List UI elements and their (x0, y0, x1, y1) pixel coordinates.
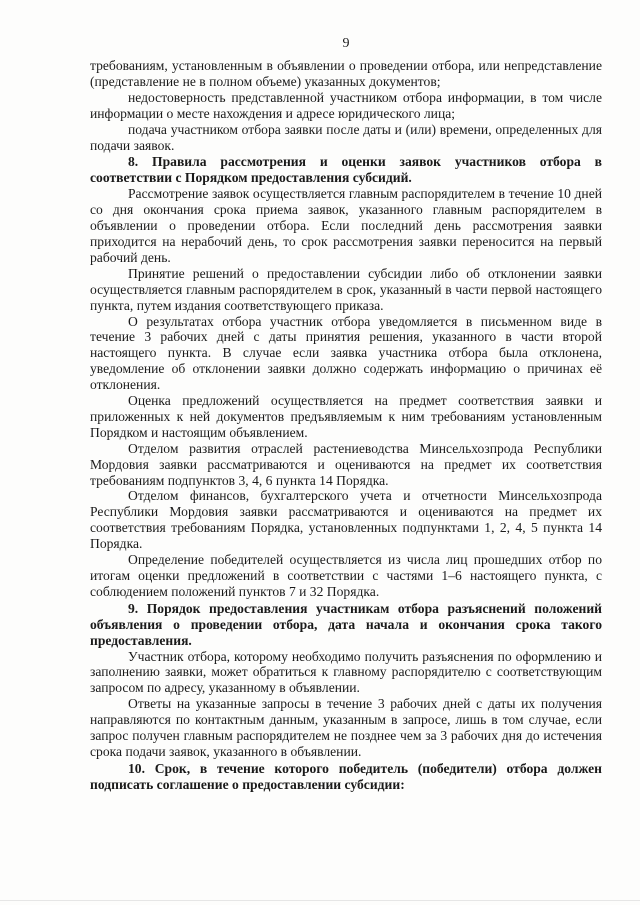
paragraph: Определение победителей осуществляется из числа лиц прошедших отбор по итогам оценки предложений в соответствии с частями 1–6 настоящего пункта, с соблюдением положений пунктов 7 и 32 Порядка. (90, 552, 602, 599)
page-number: 9 (342, 36, 350, 51)
paragraph: Принятие решений о предоставлении субсидии либо об отклонении заявки осуществляется главным распорядителем в срок, указанный в части первой настоящего пункта, путем издания соответствующего приказа. (90, 265, 602, 313)
paragraph: О результатах отбора участник отбора уведомляется в письменном виде в течение 3 рабочих дней с даты принятия решения, указанного в части второй настоящего пункта. В случае если заявка участника отбора была отклонена, уведомление об отклонении заявки должно содержать информацию о причинах её отклонения. (90, 313, 602, 393)
paragraph: Отделом развития отраслей растениеводства Минсельхозпрода Республики Мордовия заявки рассматриваются и оцениваются на предмет их соответствия требованиям подпунктов 3, 4, 6 пункта 14 Порядка. (90, 440, 602, 488)
paragraph: недостоверность представленной участником отбора информации, в том числе информации о месте нахождения и адресе юридического лица; (90, 89, 602, 121)
paragraph: подача участником отбора заявки после даты и (или) времени, определенных для подачи заявок. (90, 121, 602, 153)
paragraph: Оценка предложений осуществляется на предмет соответствия заявки и приложенных к ней документов предъявляемым к ним требованиям установленным Порядком и настоящим объявлением. (90, 393, 602, 440)
paragraph: Участник отбора, которому необходимо получить разъяснения по оформлению и заполнению заявки, может обратиться к главному распорядителю с соответствующим запросом по адресу, указанному в объявлении. (90, 648, 602, 696)
paragraph: Ответы на указанные запросы в течение 3 рабочих дней с даты их получения направляются по контактным данным, указанным в запросе, лишь в том случае, если запрос получен главным распорядителем не позднее чем за 3 рабочих дня до истечения срока подачи заявок, указанного в объявлении. (90, 696, 602, 759)
paragraph: Рассмотрение заявок осуществляется главным распорядителем в течение 10 дней со дня окончания срока приема заявок, указанного главным распорядителем в объявлении о проведении отбора. Если последний день рассмотрения заявки приходится на нерабочий день, то срок рассмотрения заявки переносится на первый рабочий день. (90, 186, 602, 265)
page-body (90, 58, 602, 793)
section-heading-9: 9. Порядок предоставления участникам отбора разъяснений положений объявления о проведении отбора, дата начала и окончания срока такого предоставления. (90, 600, 602, 648)
paragraph-continuation: требованиям, установленным в объявлении о проведении отбора, или непредставление (представление не в полном объеме) указанных документов; (90, 58, 602, 89)
section-heading-10: 10. Срок, в течение которого победитель (победители) отбора должен подписать соглашение о предоставлении субсидии: (90, 760, 602, 792)
page-bottom-edge (0, 900, 640, 901)
section-heading-8: 8. Правила рассмотрения и оценки заявок участников отбора в соответствии с Порядком предоставления субсидий. (90, 154, 602, 186)
paragraph: Отделом финансов, бухгалтерского учета и отчетности Минсельхозпрода Республики Мордовия заявки рассматриваются и оцениваются на предмет их соответствия требованиям Порядка, установленных подпунктами 1, 2, 4, 5 пункта 14 Порядка. (90, 488, 602, 552)
